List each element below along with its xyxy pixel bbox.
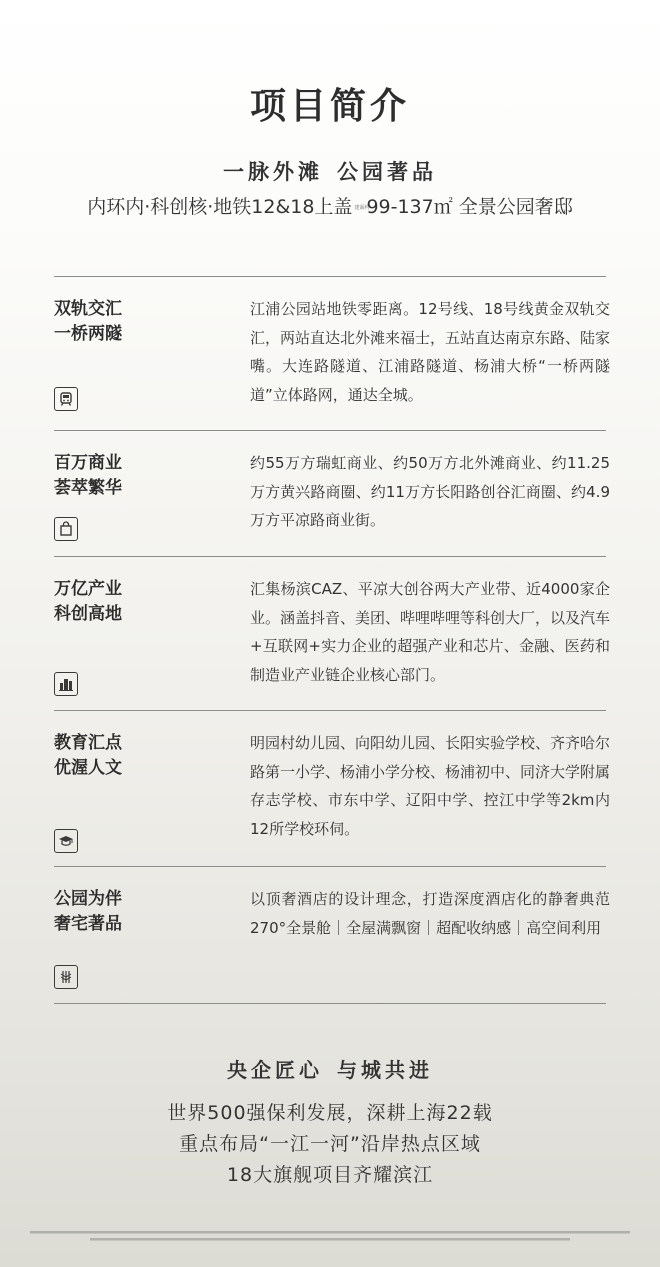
tagline-tiny-label: 建面约: [354, 204, 370, 211]
row-title-line1: 公园为伴: [54, 889, 122, 909]
row-title: [54, 297, 234, 347]
row-title: [54, 731, 234, 781]
subtitle-left: 一脉外滩: [223, 159, 323, 184]
page-title: 项目简介: [249, 85, 410, 127]
buildings-icon: [54, 672, 78, 696]
row-text: 约55万方瑞虹商业、约50万方北外滩商业、约11.25万方黄兴路商圈、约11万方长阳路创谷汇商圈、约4.9万方平凉路商业街。: [250, 454, 610, 529]
footer-heading: [0, 1054, 660, 1083]
footer-heading-right: 与城共进: [337, 1058, 433, 1082]
footer-line-2: 重点布局“一江一河”沿岸热点区域: [179, 1133, 481, 1155]
row-title-line1: 百万商业: [54, 453, 122, 473]
row-text: 明园村幼儿园、向阳幼儿园、长阳实验学校、齐齐哈尔路第一小学、杨浦小学分校、杨浦初中、同济大学附属存志学校、市东中学、辽阳中学、控江中学等2km内12所学校环伺。: [250, 734, 611, 838]
subtitle-right: 公园著品: [337, 159, 437, 184]
row-text: 汇集杨滨CAZ、平凉大创谷两大产业带、近4000家企业。涵盖抖音、美团、哔哩哔哩等科创大厂，以及汽车+互联网+实力企业的超强产业和芯片、金融、医药和制造业产业链企业核心部门。: [250, 580, 611, 684]
row-title-line1: 双轨交汇: [54, 299, 122, 319]
row-title: [54, 577, 234, 627]
row-title-line2: 奢宅著品: [54, 914, 122, 934]
tagline: [0, 192, 660, 219]
tagline-main: 内环内·科创核·地铁12&18上盖: [87, 196, 353, 218]
feature-row-industry: [54, 557, 611, 711]
row-title-line1: 教育汇点: [54, 733, 122, 753]
row-title-line1: 万亿产业: [54, 579, 122, 599]
footer-line-1: 世界500强保利发展，深耕上海22载: [167, 1102, 493, 1124]
legal-disclaimer: [30, 1230, 630, 1247]
tagline-end: 全景公园奢邸: [458, 196, 573, 218]
graduation-cap-icon: [54, 829, 78, 853]
feature-row-transport: [54, 277, 611, 431]
row-title-line2: 一桥两隧: [54, 324, 122, 344]
row-title: [54, 451, 234, 501]
park-tree-icon: [54, 965, 78, 989]
tagline-area: 99-137㎡: [366, 196, 453, 218]
feature-row-education: [54, 711, 611, 867]
row-title-line2: 科创高地: [54, 604, 122, 624]
footer-line-3: 18大旗舰项目齐耀滨江: [226, 1164, 434, 1186]
feature-table: [54, 276, 611, 1004]
metro-icon: [54, 387, 78, 411]
feature-row-commerce: [54, 431, 610, 557]
row-text: 江浦公园站地铁零距离。12号线、18号线黄金双轨交汇，两站直达北外滩来福士，五站直达南京东路、陆家嘴。大连路隧道、江浦路隧道、杨浦大桥“一桥两隧道”立体路网，通达全城。: [250, 300, 611, 404]
row-text: 以顶奢酒店的设计理念，打造深度酒店化的静奢典范270°全景舱｜全屋满飘窗｜超配收纳感｜高空间利用: [250, 890, 610, 937]
row-title: [54, 887, 234, 937]
row-title-line2: 优渥人文: [54, 758, 122, 778]
shopping-bag-icon: [54, 517, 78, 541]
footer-heading-left: 央企匠心: [227, 1058, 323, 1082]
feature-row-park: [54, 867, 610, 1004]
subtitle: [0, 156, 660, 186]
row-title-line2: 荟萃繁华: [54, 478, 122, 498]
